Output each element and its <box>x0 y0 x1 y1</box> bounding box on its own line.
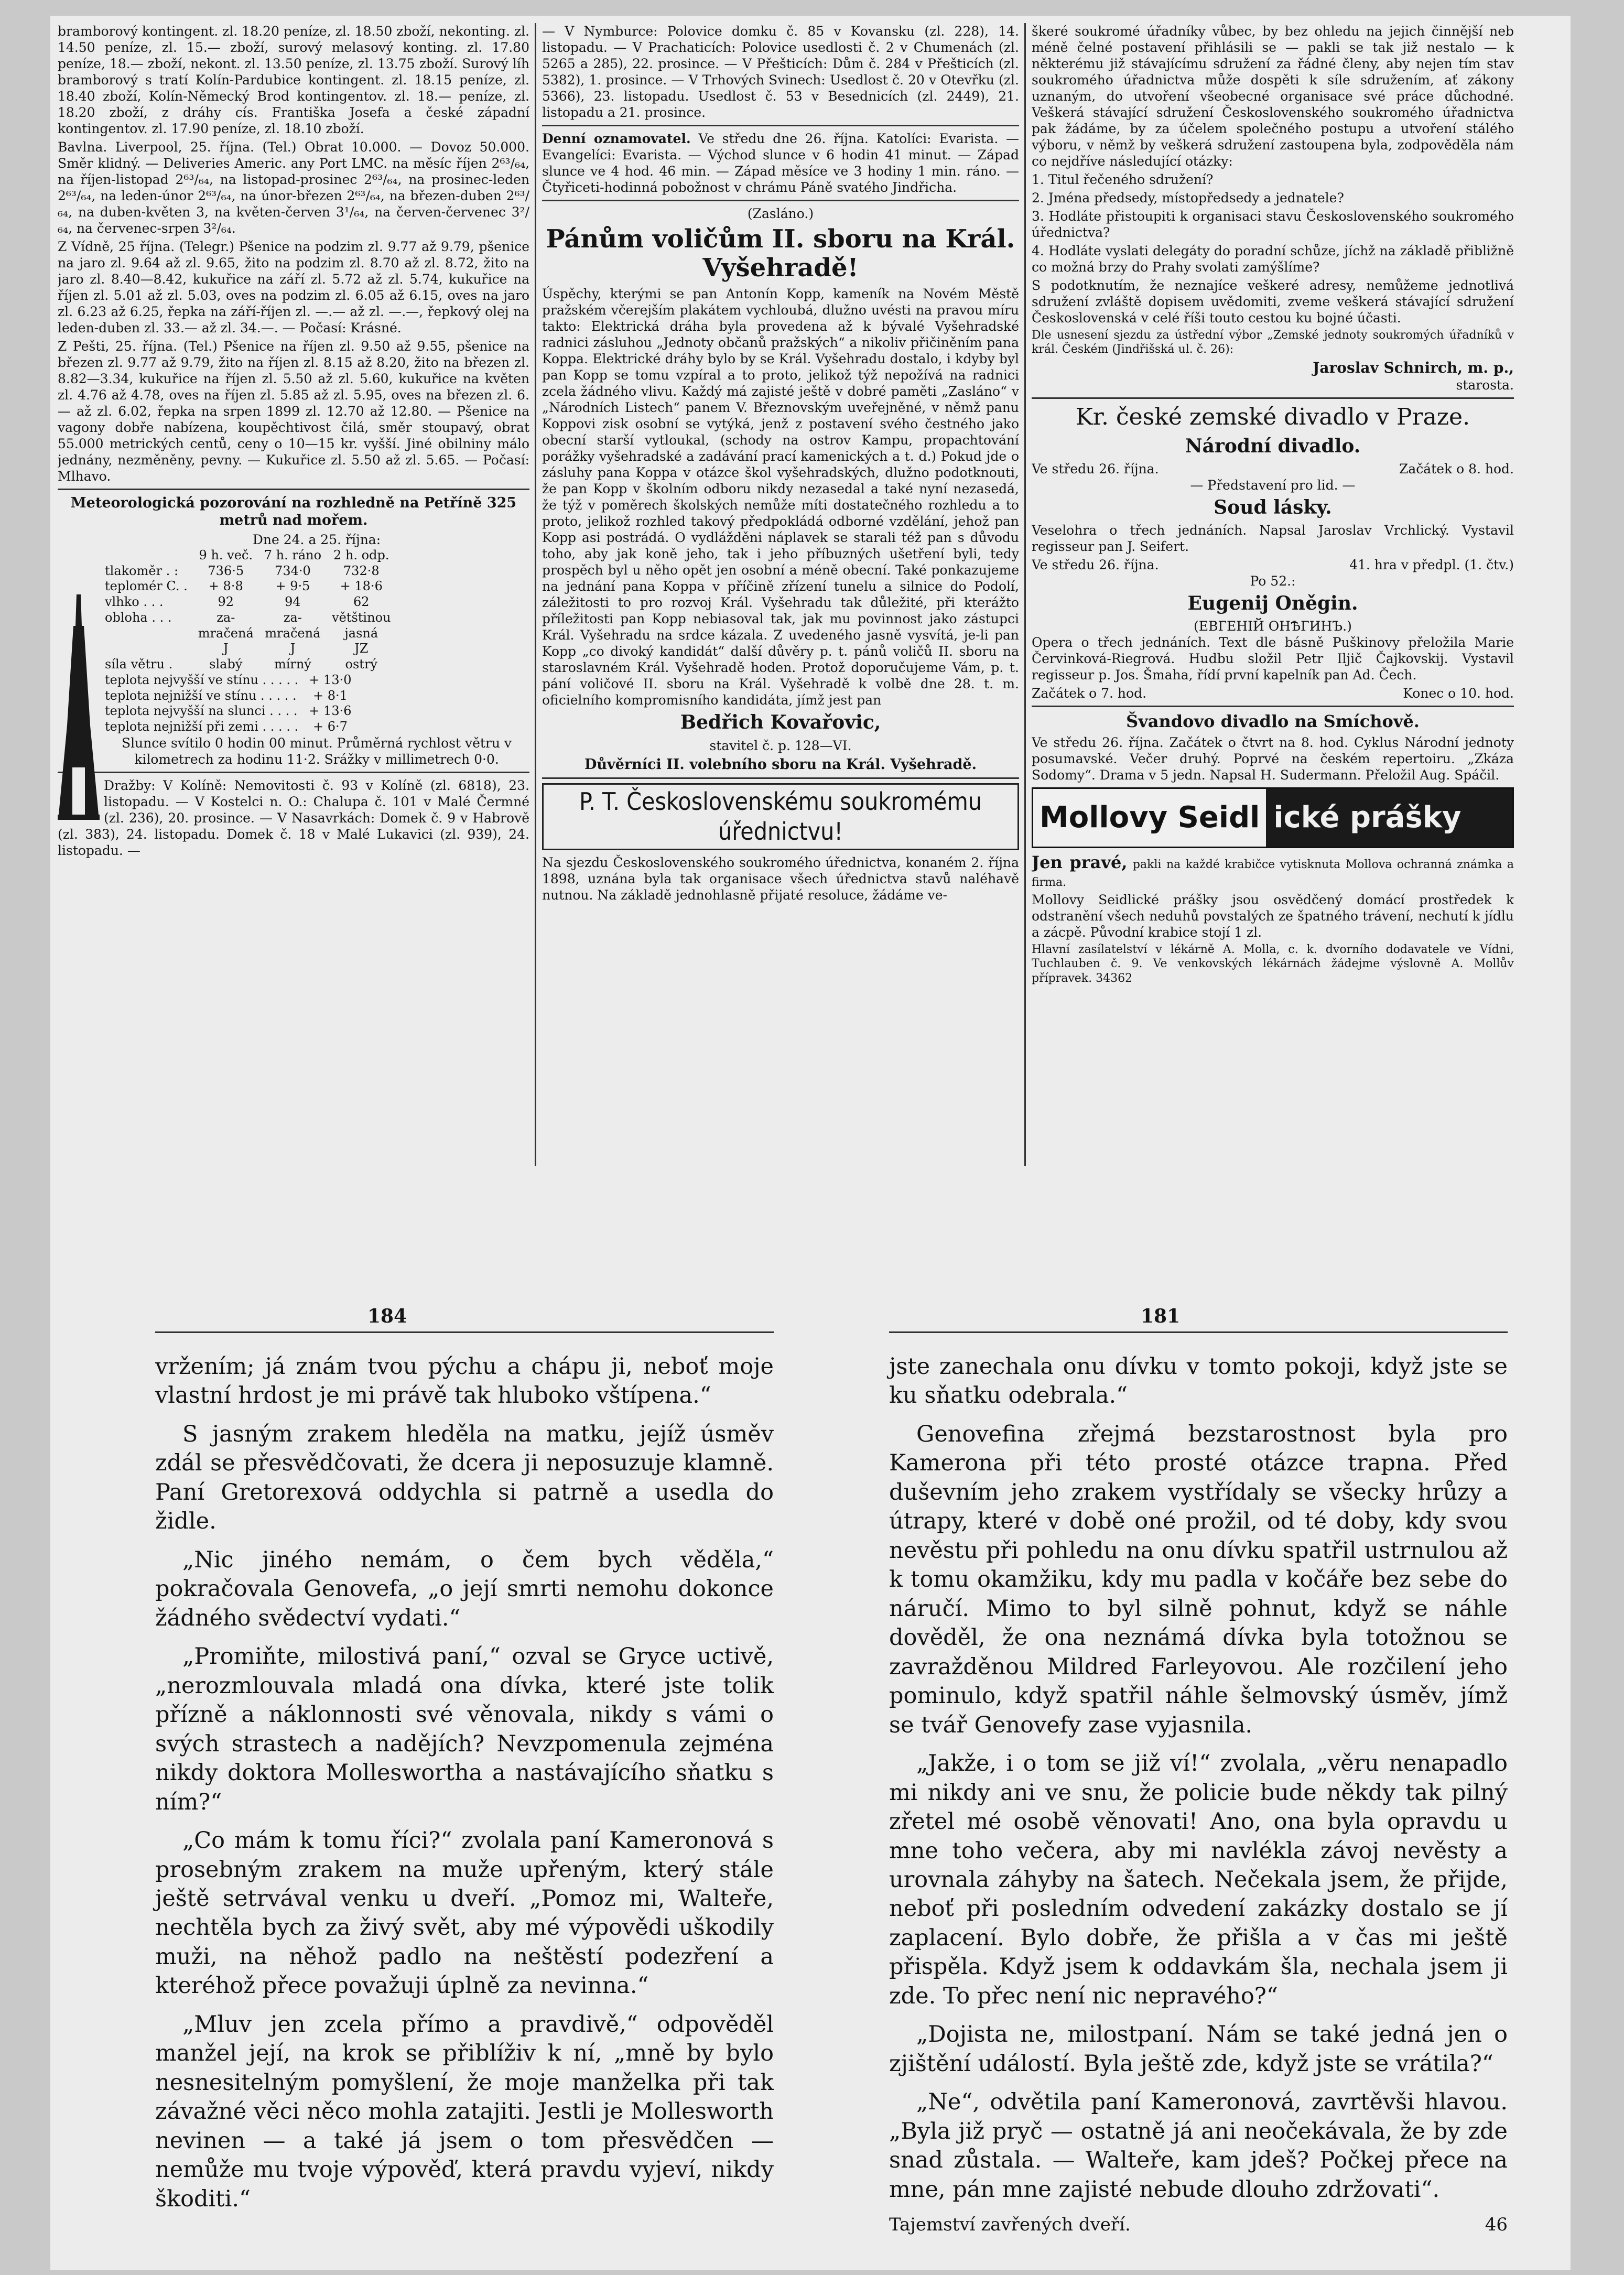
ad-banner-black: ické prášky <box>1266 789 1512 847</box>
book-title-footer: Tajemství zavřených dveří. <box>889 2214 1131 2236</box>
right-page-rule <box>889 1331 1508 1333</box>
headline-officials: P. T. Československému soukromému úřednictvu! <box>542 783 1019 850</box>
question-item: 3. Hodláte přistoupiti k organisaci stavu Československého soukromého úřednictva? <box>1032 209 1514 240</box>
show2-dateline: Ve středu 26. října. 41. hra v předpl. (1. čtv.) <box>1032 557 1514 573</box>
column-middle <box>542 23 1019 1166</box>
market-prices: bramborový kontingent. zl. 18.20 peníze, zl. 18.50 zboží, nekonting. zl. 14.50 peníze, zl. 15.— zboží, surový melasový konting. zl. 17.80 peníze, 18.— zboží, nekont. zl. 13.50 peníze, zl. 13.75 zboží. Surový líh bramborový s tratí Kolín-Pardubice kontingent. zl. 18.15 peníze, zl. 18.40 zboží, Kolín-Německý Brod kontingentov. zl. 18.— peníze, zl. 18.20 zboží, z dráhy cís. Františka Josefa a české západní kontingentov. zl. 17.90 peníze, zl. 18.10 zboží. <box>58 24 529 136</box>
met-row: J J JZ <box>223 641 369 656</box>
show2-po: Po 52.: <box>1250 573 1296 589</box>
left-page-number: 184 <box>367 1305 407 1327</box>
story-paragraph: vržením; já znám tvou pýchu a chápu ji, neboť moje vlastní hrdost je mi právě tak hluboko vštípena.“ <box>155 1353 774 1409</box>
met-extreme-row: teplota nejvyšší na slunci . . . . + 13·6 <box>105 703 352 719</box>
met-row: obloha . . . za- za- větštinou <box>105 610 391 625</box>
smichov-title: Švandovo divadlo na Smíchově. <box>1126 711 1420 732</box>
divider <box>542 200 1019 201</box>
petrin-tower-icon <box>58 594 100 820</box>
met-row: mračená mračená jasná <box>198 625 378 641</box>
candidate-name: Bedřich Kovařovic, <box>680 711 881 734</box>
met-row: tlakoměr . : 736·5 734·0 732·8 <box>105 563 380 578</box>
officials-body: Na sjezdu Československého soukromého úřednictva, konaném 2. října 1898, uznána byla tak organisace všech úřednictva stavů naléhavě nutnou. Na základě jednohlasně přijaté resoluce, žádáme ve- <box>542 855 1019 903</box>
column-right <box>1032 23 1514 1166</box>
met-header-row: 9 h. več. 7 h. ráno 2 h. odp. <box>199 547 389 562</box>
headline-voters: Pánům voličům II. sboru na Král. Vyšehradě! <box>546 224 1015 283</box>
daily-text: Ve středu dne 26. října. Katolíci: Evarista. — Evangelíci: Evarista. — Východ slunce v 6 hodin 41 minut. — Západ slunce ve 4 hod. 46 min. — Západ měsíce ve 3 hodiny 1 min. ráno. — Čtyřiceti-hodinná pobožnost v chrámu Páně svatého Jindřicha. <box>542 131 1019 195</box>
met-title: Meteorologická pozorování na rozhledně na Petříně 325 metrů nad mořem. <box>70 495 517 529</box>
story-paragraph: „Promiňte, milostivá paní,“ ozval se Gryce uctivě, „nerozmlouvala mladá ona dívka, které jste tolik přízně a náklonnosti své věnovala, nikdy s vámi o svých strastech a nadějích? Nevzpomenula zejména nikdy doktora Molleswortha a nastávajícího sňatku s ním?“ <box>155 1643 774 1815</box>
met-extreme-row: teplota nejnižší při zemi . . . . . + 6·7 <box>105 719 348 734</box>
met-table <box>105 548 396 673</box>
met-row: síla větru . slabý mírný ostrý <box>105 657 377 672</box>
story-paragraph: „Ne“, odvětila paní Kameronová, zavrtěvši hlavou. „Byla již pryč — ostatně já ani neočekávala, že by zde snad zůstala. — Walteře, kam jdeš? Počkej přece na mne, pán mne zajisté nebude dlouho zdržovati“. <box>889 2089 1508 2203</box>
show2-title: Eugenij Oněgin. <box>1187 592 1358 615</box>
right-page-number: 181 <box>1141 1305 1181 1327</box>
met-footer: Slunce svítilo 0 hodin 00 minut. Průměrná rychlost větru v kilometrech za hodinu 11·2. Srážky v millimetrech 0·0. <box>121 735 512 767</box>
column-left <box>58 23 529 1166</box>
theatre-subtitle: Národní divadlo. <box>1185 435 1361 457</box>
candidate-sub: stavitel č. p. 128—VI. <box>709 738 852 753</box>
auctions-continued: — V Nymburce: Polovice domku č. 85 v Kovansku (zl. 228), 14. listopadu. — V Prachaticích: Polovice usedlosti č. 2 v Chumenách (zl. 5265 a 285), 22. prosince. — V Přešticích: Dům č. 284 v Přešticích (zl. 5382), 1. prosince. — V Trhových Svinech: Usedlost č. 20 v Otevřku (zl. 5366), 23. listopadu. Usedlost č. 53 v Besednicích (zl. 2449), 21. listopadu a 21. prosince. <box>542 24 1019 120</box>
ad-body: Mollovy Seidlické prášky jsou osvědčený domácí prostředek k odstranění všech neduhů povstalých ze špatného trávení, nechutí k jídlu a zácpě. Původní krabice stojí 1 zl. <box>1032 892 1514 940</box>
officials-continued: škeré soukromé úřadníky vůbec, by bez ohledu na jejich činnější neb méně čelné postavení přihlásili se — pakli se tak již nestalo — k některému již stávajícímu sdružení za řádné členy, aby nejen tím stav soukromého úřadnictva může dospěti k síle sdružením, ať zákony uznaným, do utvoření všeobecné organisace své práce důchodné. Veškerá stávající sdružení Československého soukromého úřadnictva pak žádáme, by za účelem společného postupu a utvoření stálého výboru, v němž by veškerá sdružení zastoupena byla, zodpověděla nám co nejdříve následující otázky: <box>1032 24 1514 169</box>
story-paragraph: Genovefina zřejmá bezstarostnost byla pro Kamerona při této prosté otázce trapna. Před duševním jeho zrakem vystřídaly se všecky hrůzy a útrapy, které v době oné prožil, od té doby, kdy svou nevěstu při pohledu na onu dívku spatřil ustrnulou až k tomu okamžiku, kdy mu padla v kočáře bez sebe do náručí. Mimo to byl silně pohnut, když se náhle dověděl, že ona neznámá dívka byla totožnou se zavražděnou Mildred Farleyovou. Ale rozčilení jeho pominulo, když spatřil náhle šelmovský úsměv, jímž se tvář Genovefy zase vyjasnila. <box>889 1421 1508 1738</box>
divider <box>1032 706 1514 707</box>
sheet-number: 46 <box>1485 2214 1508 2236</box>
met-dates: Dne 24. a 25. října: <box>252 532 381 547</box>
signer-name: Jaroslav Schnirch, m. p., <box>1313 359 1514 376</box>
zaslano-label: (Zasláno.) <box>747 206 814 221</box>
pest-grain: Z Pešti, 25. října. (Tel.) Pšenice na říjen zl. 9.50 až 9.55, pšenice na březen zl. 9.77 až 9.79, žito na říjen zl. 8.15 až 8.20, žito na březen zl. 8.82—3.34, kukuřice na říjen zl. 5.50 až zl. 5.60, kukuřice na květen zl. 4.76 až 4.78, oves na říjen zl. 5.85 až zl. 5.95, oves na březen zl. 6.— až zl. 6.02, řepka na srpen 1899 zl. 12.70 až 12.80. — Pšenice na vagony dobře nabízena, koupěchtivost čilá, směr stoupavý, obrat 55.000 metrických centů, ceny o 10—15 kr. vyšší. Jiné obilniny málo jednány, nezměněny, pevny. — Kukuřice zl. 5.50 až zl. 5.65. — Počasí: Mlhavo. <box>58 339 529 484</box>
signer-role: starosta. <box>1456 377 1514 393</box>
vienna-grain: Z Vídně, 25 října. (Telegr.) Pšenice na podzim zl. 9.77 až 9.79, pšenice na jaro zl. 9.64 až zl. 9.65, žito na podzim zl. 8.70 až zl. 8.72, žito na jaro zl. 8.40—8.42, kukuřice na září zl. 5.72 až zl. 5.74, kukuřice na říjen zl. 5.01 až zl. 5.03, oves na podzim zl. 6.05 až 6.15, oves na jaro zl. 6.23 až 6.25, řepka na září-říjen zl. —.— až zl. —.—, řepkový olej na leden-duben zl. 33.— až zl. 34.—. — Počasí: Krásné. <box>58 239 529 335</box>
signature-voters: Důvěrníci II. volebního sboru na Král. Vyšehradě. <box>584 756 977 773</box>
story-paragraph: „Jakže, i o tom se již ví!“ zvolala, „věru nenapadlo mi nikdy ani ve snu, že policie bude někdy tak pilný zřetel mé osobě věnovati! Ano, ona byla opravdu u mne toho večera, aby mi navlékla závoj nevěsty a urovnala záhyby na šatech. Nečekala jsem, že přijde, neboť při posledním odvedení zakázky dostalo se jí zaplacení. Bylo dobře, že přišla a v čas mi ještě přispěla. Když jsem k oddavkám šla, nechala jsem ji zde. To přec není nic nepravého?“ <box>889 1750 1508 2009</box>
right-story-page <box>889 1352 1508 2237</box>
story-paragraph: „Nic jiného nemám, o čem bych věděla,“ pokračovala Genovefa, „o její smrti nemohu dokonce žádného svědectví vydati.“ <box>155 1546 774 1631</box>
show1-desc: Veselohra o třech jednáních. Napsal Jaroslav Vrchlický. Vystavil regisseur pan J. Seifert. <box>1032 523 1514 555</box>
show1-title: Soud lásky. <box>1214 496 1332 518</box>
column-rule <box>535 23 536 1166</box>
met-extreme-row: teplota nejvyšší ve stínu . . . . . + 13·0 <box>105 672 352 687</box>
divider <box>542 777 1019 779</box>
met-row: teplomér C. . + 8·8 + 9·5 + 18·6 <box>105 579 383 594</box>
show1-dateline: Ve středu 26. října. Začátek o 8. hod. <box>1032 461 1514 476</box>
divider <box>1032 397 1514 399</box>
met-extreme-row: teplota nejnižší ve stínu . . . . . + 8·1 <box>105 688 348 703</box>
question-item: 1. Titul řečeného sdružení? <box>1032 172 1214 187</box>
show2-original-title: (ЕВГЕНІЙ ОНѢГИНЪ.) <box>1194 619 1352 634</box>
ad-code: 34362 <box>1096 971 1133 985</box>
story-paragraph: „Mluv jen zcela přímo a pravdivě,“ odpověděl manžel její, na krok se přiblíživ k ní, „mně by bylo nesnesitelným pomyšlení, že moje manželka při tak závažné věci něco mohla zatajiti. Jestli je Mollesworth nevinen — a také já jsem o tom přesvědčen — nemůže mu tvoje výpověď, která pravdu vyjeví, nikdy škoditi.“ <box>155 2011 774 2212</box>
divider <box>58 772 529 773</box>
left-story-page <box>155 1352 774 2223</box>
auctions: Dražby: V Kolíně: Nemovitosti č. 93 v Kolíně (zl. 6818), 23. listopadu. — V Kostelci n. O.: Chalupa č. 101 v Malé Čermné (zl. 236), 20. prosince. — V Nasavrkách: Domek č. 9 v Habrově (zl. 383), 24. listopadu. Domek č. 18 v Malé Lukavici (zl. 939), 24. listopadu. — <box>58 777 529 858</box>
question-item: 4. Hodláte vyslati delegáty do poradní schůze, jíchž na základě přibližně co možná brzy do Prahy svolati zamýšlíme? <box>1032 243 1514 275</box>
daily-title: Denní oznamovatel. <box>542 131 691 146</box>
story-paragraph: „Dojista ne, milostpaní. Nám se také jedná jen o zjištění událostí. Byla ještě zde, když jste se vrátila?“ <box>889 2021 1508 2077</box>
story-paragraph: S jasným zrakem hleděla na matku, jejíž úsměv zdál se přesvědčovati, že dcera ji neposuzuje klamně. Paní Gretorexová oddychla si patrně a usedla do židle. <box>155 1421 774 1535</box>
show2-times: Začátek o 7. hod. Konec o 10. hod. <box>1032 686 1514 701</box>
closing-text: S podotknutím, že neznajíce veškeré adresy, nemůžeme jednotlivá sdružení zvláště dopisem uvědomiti, zveme veškerá stávající sdružení Československá v celé říši touto cestou ku bojné účasti. <box>1032 278 1514 326</box>
cotton-report: Bavlna. Liverpool, 25. října. (Tel.) Obrat 10.000. — Dovoz 50.000. Směr klidný. — Deliveries Americ. any Port LMC. na měsíc říjen 2⁶³/₆₄, na říjen-listopad 2⁶³/₆₄, na listopad-prosinec 2⁶³/₆₄, na prosinec-leden 2⁶³/₆₄, na leden-únor 2⁶³/₆₄, na únor-březen 2⁶³/₆₄, na březen-duben 2⁶³/₆₄, na duben-květen 3, na květen-červen 3¹/₆₄, na červen-červenec 3²/₆₄, na červenec-srpen 3²/₆₄. <box>58 139 529 236</box>
column-rule <box>1024 23 1026 1166</box>
question-item: 2. Jména předsedy, místopředsedy a jednatele? <box>1032 190 1344 205</box>
story-footer <box>889 2214 1508 2237</box>
newspaper-clipping <box>58 23 1515 1171</box>
show2-desc: Opera o třech jednáních. Text dle básně Puškinovy přeložila Marie Červinková-Riegrová. Hudbu složil Petr Iljič Čajkovskij. Vystavil regisseur p. Jos. Šmaha, řídí první kapelník pan Ad. Čech. <box>1032 635 1514 683</box>
ad-head-sub: pakli na každé krabičce vytisknuta Mollova ochranná známka a firma. <box>1032 858 1514 889</box>
met-extremes-table <box>105 673 357 735</box>
divider <box>542 125 1019 126</box>
theatre-title: Kr. české zemské divadlo v Praze. <box>1075 404 1470 431</box>
met-row: vlhko . . . 92 94 62 <box>105 594 370 610</box>
committee-text: Dle usnesení sjezdu za ústřední výbor „Zemské jednoty soukromých úřadníků v král. Českém (Jindřišská ul. č. 26): <box>1032 329 1514 356</box>
story-paragraph: „Co mám k tomu říci?“ zvolala paní Kameronová s prosebným zrakem na muže upřeným, který stále ještě setrvával venku u dveří. „Pomoz mi, Walteře, nechtěla bych za živý svět, aby mé výpovědi uškodily muži, na něhož padlo na neštěstí podezření a kteréhož přece považuji úplně za nevinna.“ <box>155 1827 774 1999</box>
smichov-desc: Ve středu 26. října. Začátek o čtvrt na 8. hod. Cyklus Národní jednoty posumavské. Večer druhý. Poprvé na českém repertoiru. „Zkáza Sodomy“. Drama v 5 jedn. Napsal H. Sudermann. Přeložil Aug. Spáčil. <box>1032 735 1514 783</box>
ad-banner-white: Mollovy Seidl <box>1033 789 1266 847</box>
voters-body: Úspěchy, kterými se pan Antonín Kopp, kameník na Novém Městě pražském včerejším plakátem vychloubá, dlužno uvésti na pravou míru takto: Elektrická dráha byla provedena až k bývalé Vyšehradské radnici zásluhou „Jednoty občanů pražských“ a nikoliv přičiněním pana Koppa. Elektrické dráhy bylo by se Král. Vyšehradu dostalo, i kdyby byl pan Kopp se tomu vzpíral a to proto, jelikož týž nepožívá na radnici zcela žádného vlivu. Každý má zajisté ještě v dobré paměti „Zasláno“ v „Národních Listech“ panem V. Březnovským uveřejněné, v němž panu Koppovi zisk osobní se vytýká, jenž z postavení svého čestného jako obecní starší vytloukal, (schody na ostrov Kampu, propachtování porážky vyšehradské a zadávání prací kamenických a t. d.) Pokud jde o zásluhy pana Koppa v otázce škol vyšehradských, dlužno podotknouti, že pan Kopp v školním odboru nikdy nezasedal a také nyní nezasedá, že týž v poměrech školských nemůže míti dostatečného rozhledu a to proto, jelikož rozhled takový předpokládá odborné vzdělání, jehož pan Kopp asi postrádá. O vydlážděni náplavek se starali též pan s důvodu toho, aby jak koně jeho, tak i jeho příbuzných ušetření byli, tedy prospěch byl u něho opět jen osobní a méně obecní. Také ponkazujeme na jednání pana Koppa v příčině zřízení tunelu a silnice do Podolí, záležitosti to pro rozvoj Král. Vyšehradu tak důležité, při kterážto příležitosti pan Kopp nebiasoval tak, jak mu povinnost jako zástupci Král. Vyšehradu na srdce kázala. Z uvedeného jasně vysvítá, je-li pan Kopp „co divoký kandidát“ další důvěry p. t. pánů voličů II. sboru na staroslavném Král. Vyšehradě hoden. Protož doporučujeme Vám, p. t. pání voličové II. sboru na Král. Vyšehradě k volbě dne 28. t. m. oficielního kompromisního kandidáta, jímž jest pan <box>542 286 1019 708</box>
story-paragraph: jste zanechala onu dívku v tomto pokoji, když jste se ku sňatku odebrala.“ <box>889 1353 1508 1409</box>
divider <box>58 489 529 490</box>
show1-pre: — Představení pro lid. — <box>1190 477 1356 493</box>
ad-footer: Hlavní zasílatelství v lékárně A. Molla, c. k. dvorního dodavatele ve Vídni, Tuchlauben č. 9. Ve venkovských lékárnách žádejme výslovně A. Mollův přípravek. 34362 <box>1032 942 1514 985</box>
mollovy-ad-banner <box>1032 787 1514 848</box>
left-page-rule <box>155 1331 774 1333</box>
ad-head: Jen pravé, <box>1032 852 1128 873</box>
scan-sheet <box>50 16 1571 2270</box>
